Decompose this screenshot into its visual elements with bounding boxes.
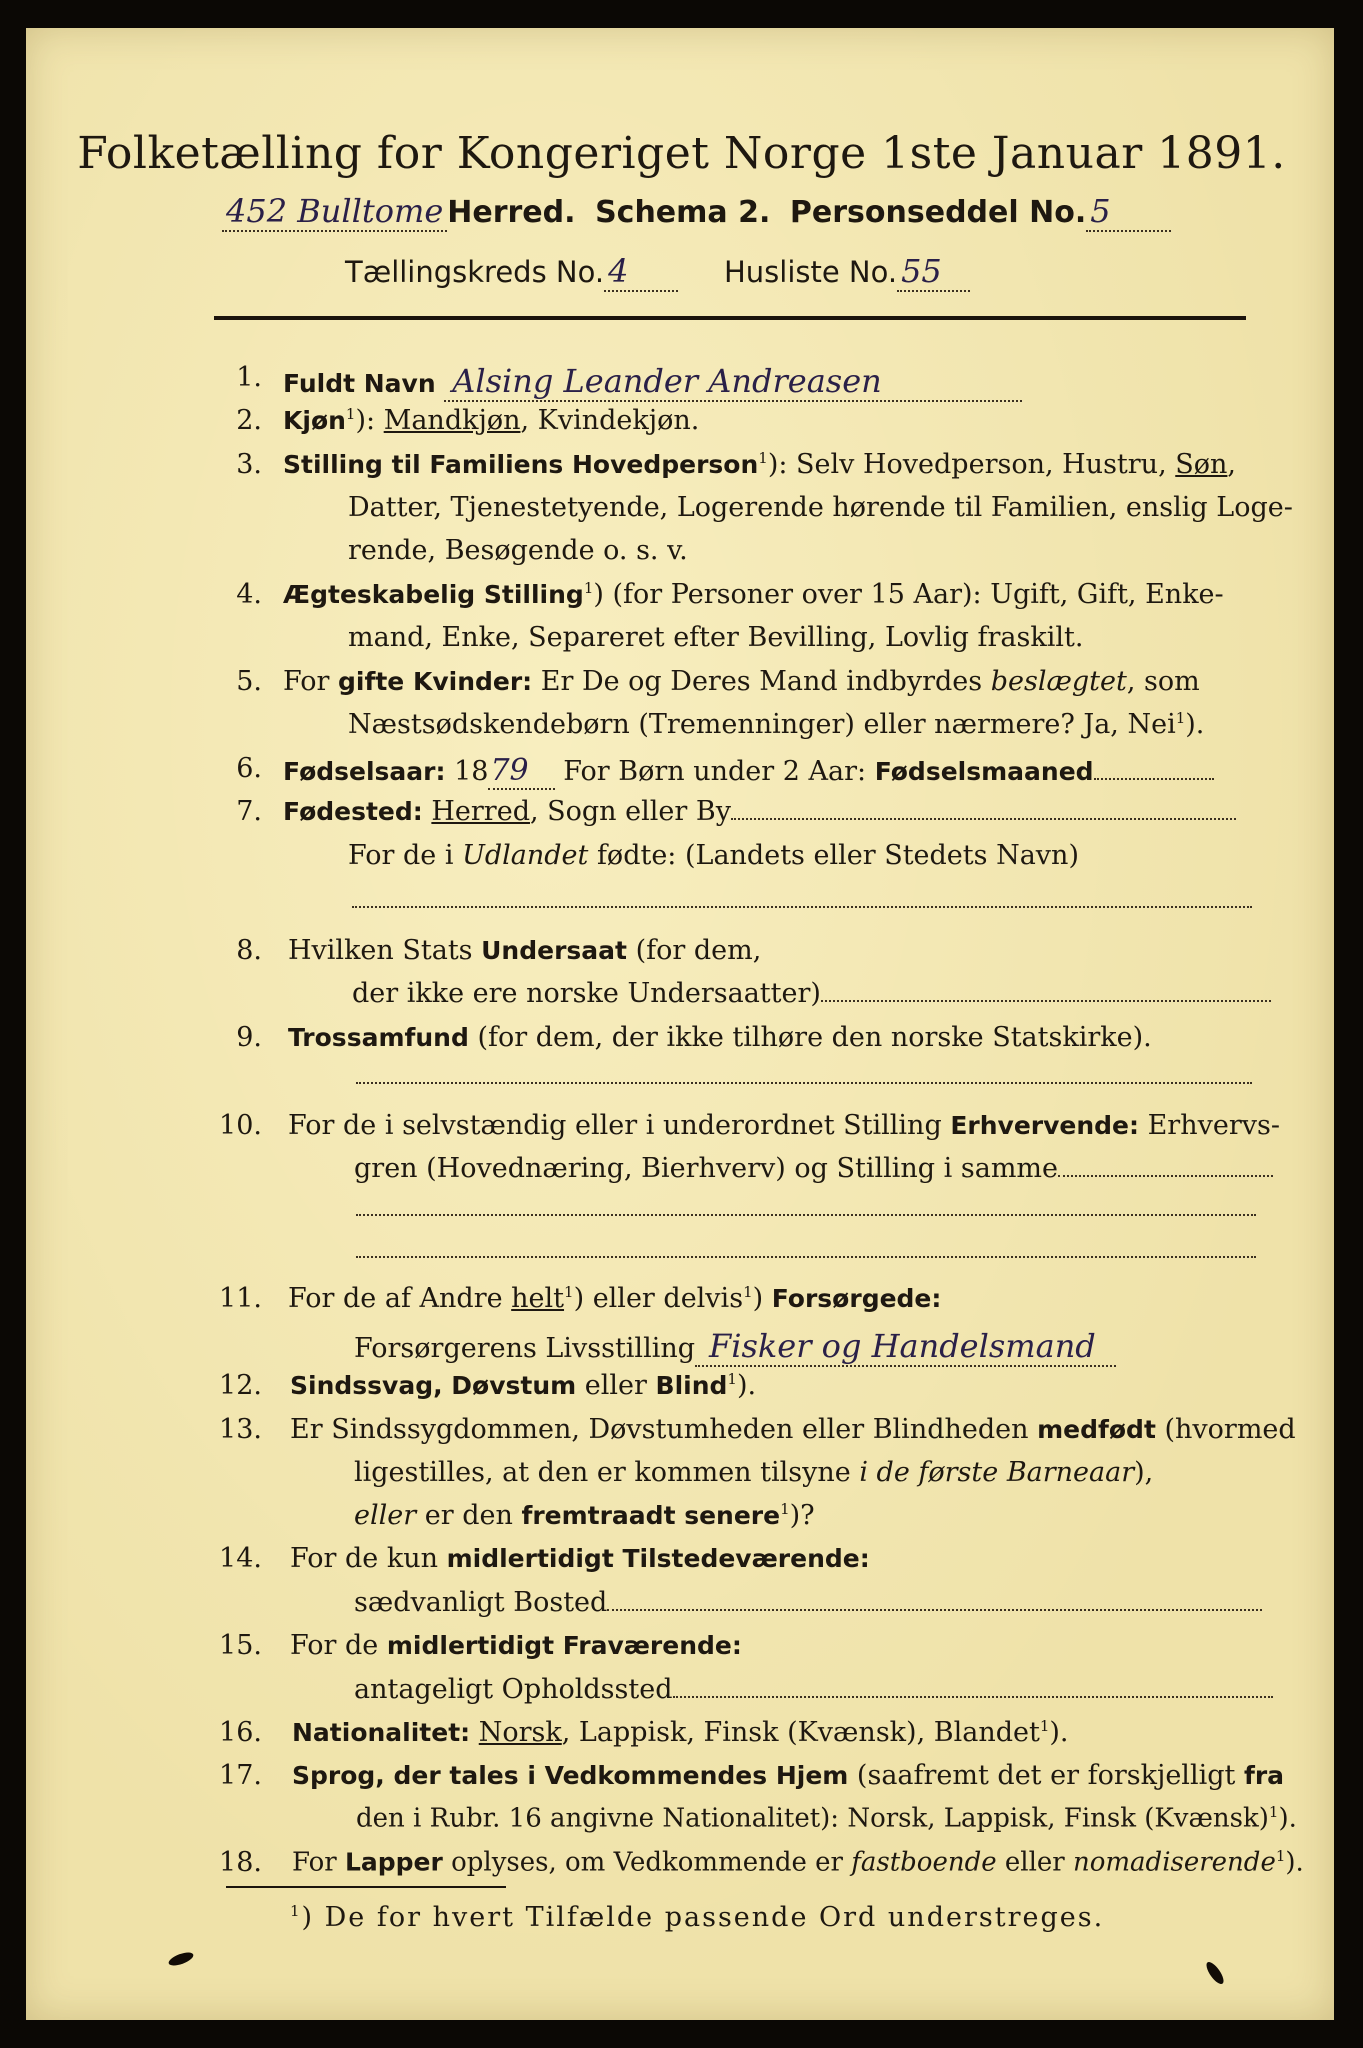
item-8-line-2: der ikke ere norske Undersaatter): [352, 978, 1271, 1009]
item-2-text-a: ):: [355, 405, 384, 436]
item-10-label: Erhvervende:: [950, 1111, 1140, 1140]
herred-line: [222, 192, 1171, 232]
full-name-handwritten: Alsing Leander Andreasen: [444, 362, 1022, 402]
item-5-line-2: Næstsødskendebørn (Tremenninger) eller nærmere? Ja, Nei$^1$).: [348, 709, 1205, 740]
item-15-line-2: antageligt Opholdssted: [354, 1674, 1273, 1705]
item-10-line-2: gren (Hovednæring, Bierhverv) og Stilling i samme: [354, 1153, 1273, 1184]
item-3-label: Stilling til Familiens Hovedperson: [283, 450, 759, 479]
item-12: Sindssvag, Døvstum eller Blind$^1$).: [290, 1370, 757, 1401]
item-12-label-2: Blind: [655, 1371, 728, 1400]
item-12-number: 12.: [219, 1370, 262, 1401]
item-3-line-3: rende, Besøgende o. s. v.: [348, 535, 688, 566]
item-9-number: 9.: [236, 1022, 262, 1053]
item-5-number: 5.: [236, 666, 262, 697]
herred-handwritten: 452 Bulltome: [222, 192, 447, 232]
item-13-line-3: eller er den fremtraadt senere$^1$)?: [354, 1500, 815, 1531]
item-18: For Lapper oplyses, om Vedkommende er fastboende eller nomadiserende$^1$).: [292, 1847, 1304, 1878]
footnote: $^1$) De for hvert Tilfælde passende Ord understreges.: [290, 1902, 1105, 1933]
item-9: Trossamfund (for dem, der ikke tilhøre den norske Statskirke).: [288, 1022, 1152, 1053]
item-2-label: Kjøn: [283, 406, 346, 435]
item-14-line-1: For de kun midlertidigt Tilstedeværende:: [290, 1543, 870, 1574]
item-16-label: Nationalitet:: [292, 1718, 471, 1747]
item-7-selected-option: Herred: [431, 796, 530, 827]
item-13-label-2: fremtraadt senere: [521, 1501, 781, 1530]
item-8-number: 8.: [236, 935, 262, 966]
item-3-number: 3.: [236, 449, 262, 480]
item-6-number: 6.: [236, 753, 262, 784]
item-2: [283, 405, 699, 436]
item-11-number: 11.: [219, 1283, 262, 1314]
item-10-line-1: For de i selvstændig eller i underordnet Stilling Erhvervende: Erhvervs-: [288, 1110, 1280, 1141]
item-2-number: 2.: [236, 405, 262, 436]
herred-label: Herred.: [447, 195, 576, 230]
item-5-label: gifte Kvinder:: [338, 667, 533, 696]
item-9-label: Trossamfund: [288, 1023, 469, 1052]
item-2-selected-option: Mandkjøn: [383, 405, 521, 436]
item-7-line-1: Fødested: Herred, Sogn eller By: [283, 796, 1236, 827]
item-17-line-2: den i Rubr. 16 angivne Nationalitet): Norsk, Lappisk, Finsk (Kvænsk)$^1$).: [356, 1803, 1297, 1834]
personseddel-label: Personseddel No.: [789, 195, 1087, 230]
item-7-label: Fødested:: [283, 797, 423, 826]
item-10-number: 10.: [219, 1110, 262, 1141]
item-13-line-2: ligestilles, at den er kommen tilsyne i de første Barneaar),: [354, 1457, 1154, 1488]
form-title: Folketælling for Kongeriget Norge 1ste Januar 1891.: [77, 128, 1286, 179]
item-1: [283, 362, 1022, 402]
footnote-rule: [226, 1886, 506, 1888]
item-11-label: Forsørgede:: [771, 1284, 942, 1313]
item-5-line-1: For gifte Kvinder: Er De og Deres Mand indbyrdes beslægtet, som: [283, 666, 1200, 697]
item-11-selected-option: helt: [511, 1283, 565, 1314]
item-2-footref: 1: [345, 405, 356, 423]
item-17-number: 17.: [219, 1760, 262, 1791]
item-3-text: ): Selv Hovedperson, Hustru,: [767, 449, 1176, 480]
item-16-number: 16.: [219, 1717, 262, 1748]
item-8-line-1: Hvilken Stats Undersaat (for dem,: [288, 935, 762, 966]
item-3-line-1: Stilling til Familiens Hovedperson$^1$): Selv Hovedperson, Hustru, Søn,: [283, 449, 1236, 480]
item-10-fill-line-2: [356, 1256, 1256, 1258]
item-14-number: 14.: [219, 1543, 262, 1574]
item-15-line-1: For de midlertidigt Fraværende:: [290, 1630, 742, 1661]
item-4-number: 4.: [236, 579, 262, 610]
item-14-label: midlertidigt Tilstedeværende:: [446, 1544, 870, 1573]
header-rule: [214, 316, 1246, 320]
item-12-label: Sindssvag, Døvstum: [290, 1371, 577, 1400]
item-2-text-b: , Kvindekjøn.: [520, 405, 700, 436]
item-6-label: Fødselsaar:: [283, 757, 446, 786]
item-18-label: Lapper: [344, 1847, 443, 1877]
husliste-number: 55: [897, 252, 970, 292]
husliste-label: Husliste No.: [723, 255, 898, 289]
krets-line: [345, 252, 970, 292]
item-1-number: 1.: [236, 362, 262, 393]
item-3-selected-option: Søn: [1175, 449, 1228, 480]
item-4-line-1: Ægteskabelig Stilling$^1$) (for Personer over 15 Aar): Ugift, Gift, Enke-: [283, 579, 1224, 610]
item-3-line-2: Datter, Tjenestetyende, Logerende hørende til Familien, enslig Loge-: [348, 492, 1293, 523]
krets-number: 4: [604, 252, 678, 292]
item-7-line-2: For de i Udlandet fødte: (Landets eller Stedets Navn): [348, 840, 1079, 871]
item-17-label: Sprog, der tales i Vedkommendes Hjem: [292, 1761, 849, 1790]
item-9-fill-line: [356, 1082, 1252, 1084]
item-13-line-1: Er Sindssygdommen, Døvstumheden eller Blindheden medfødt (hvormed: [290, 1414, 1296, 1445]
item-8-label: Undersaat: [481, 936, 627, 965]
item-18-number: 18.: [219, 1847, 262, 1878]
schema-label: Schema 2.: [595, 195, 771, 230]
item-4-line-2: mand, Enke, Separeret efter Bevilling, Lovlig fraskilt.: [348, 622, 1084, 653]
item-10-fill-line-1: [356, 1214, 1256, 1216]
item-17-line-1: Sprog, der tales i Vedkommendes Hjem (saafremt det er forskjelligt fra: [292, 1760, 1285, 1791]
item-4-label: Ægteskabelig Stilling: [283, 580, 584, 609]
personseddel-number: 5: [1086, 192, 1170, 232]
item-11-line-2: Forsørgerens Livsstilling Fisker og Handelsmand: [354, 1327, 1116, 1367]
item-15-number: 15.: [219, 1630, 262, 1661]
item-13-label: medfødt: [1037, 1415, 1156, 1444]
krets-label: Tællingskreds No.: [345, 255, 605, 289]
item-13-number: 13.: [219, 1414, 262, 1445]
item-16-selected-option: Norsk: [478, 1717, 562, 1748]
item-6: Fødselsaar: 1879 For Børn under 2 Aar: Fødselsmaaned: [283, 753, 1214, 790]
item-11-line-1: For de af Andre helt$^1$) eller delvis$^1$) Forsørgede:: [288, 1283, 942, 1314]
item-7-number: 7.: [236, 796, 262, 827]
item-14-line-2: sædvanligt Bosted: [354, 1587, 1262, 1618]
provider-occupation-handwritten: Fisker og Handelsmand: [695, 1327, 1116, 1367]
birth-year-handwritten: 79: [488, 753, 554, 790]
item-1-label: Fuldt Navn: [283, 369, 436, 398]
item-7-fill-line: [352, 906, 1252, 908]
item-15-label: midlertidigt Fraværende:: [386, 1631, 742, 1660]
item-16: Nationalitet: Norsk, Lappisk, Finsk (Kvænsk), Blandet$^1$).: [292, 1717, 1069, 1748]
item-6-label-2: Fødselsmaaned: [874, 757, 1094, 786]
